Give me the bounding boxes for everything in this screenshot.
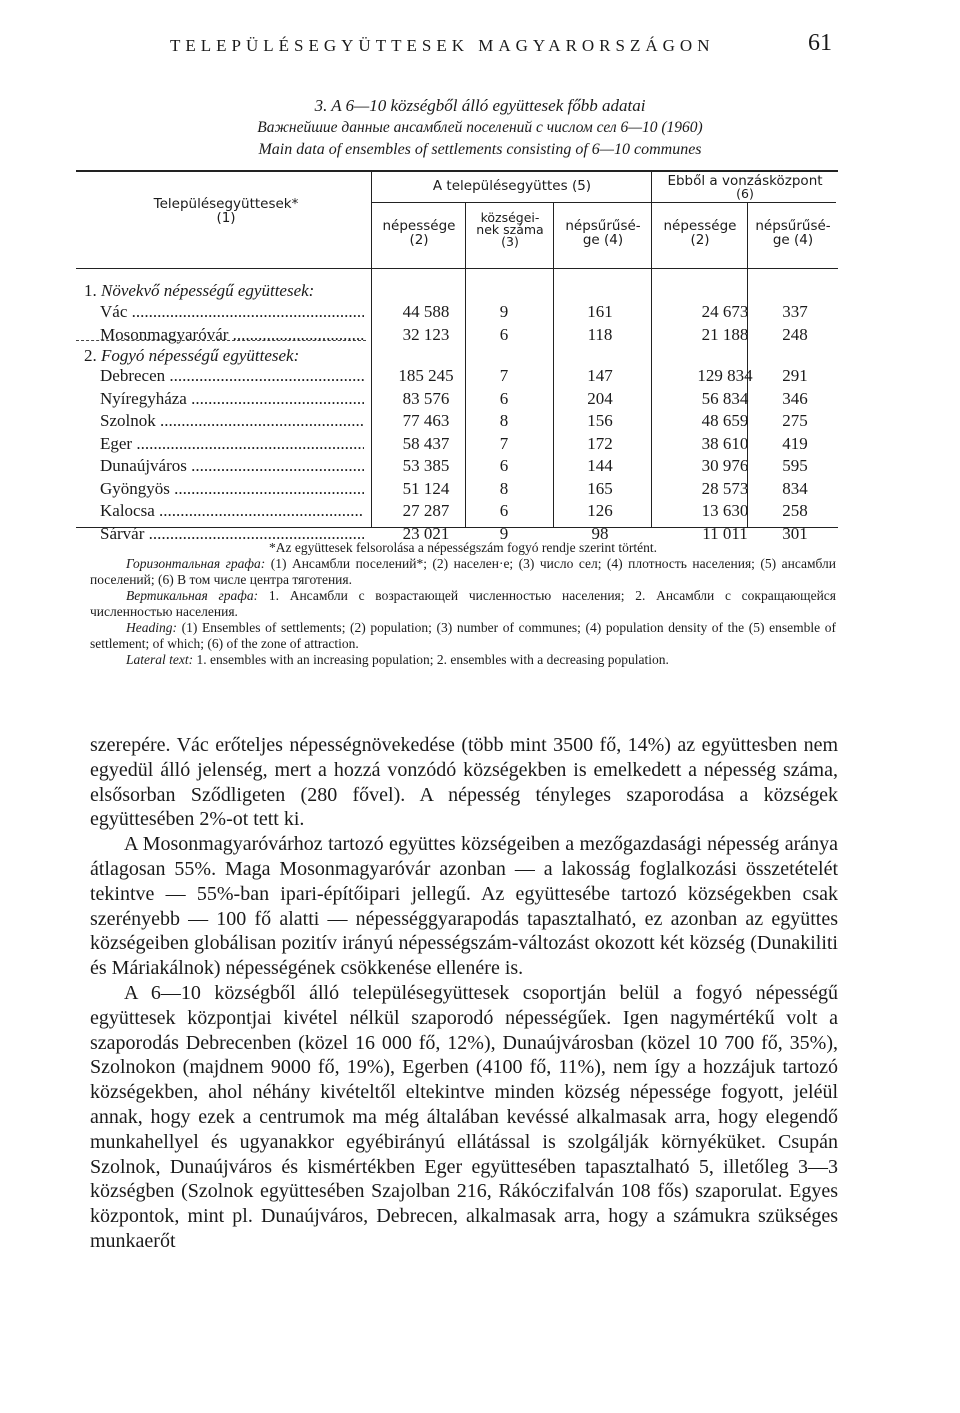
table-row bbox=[100, 302, 860, 324]
cell-pop: 185 245 bbox=[398, 366, 454, 385]
cell-communes: 6 bbox=[499, 456, 509, 475]
cell-pop: 23 021 bbox=[402, 523, 450, 543]
cell-density: 147 bbox=[587, 366, 613, 385]
cell-communes: 6 bbox=[499, 388, 509, 408]
cell-pop: 53 385 bbox=[402, 456, 450, 475]
table-row bbox=[100, 456, 860, 478]
cell-centre-density: 337 bbox=[782, 302, 808, 321]
cell-density: 118 bbox=[587, 324, 613, 344]
caption-english: Main data of ensembles of settlements consisting of 6—10 communes bbox=[258, 141, 702, 158]
table-row bbox=[100, 479, 860, 501]
header-bottom-rule bbox=[76, 268, 838, 269]
cell-centre-pop: 11 011 bbox=[702, 523, 748, 543]
header-centre-population: népessége (2) bbox=[663, 218, 737, 248]
header-ensemble-group: A településegyüttes (5) bbox=[432, 178, 592, 194]
cell-name: Debrecen ..... bbox=[100, 366, 364, 386]
paragraph-2: A Mosonmagyaróvárhoz tartozó együttes községeiben a mezőgazdasági népesség aránya átlagosan 55%. Maga Mosonmagyaróvár azonban — a lakosság foglalkozási összetételét tekintve — 55%-ban ipari-építőipari jellegű. Az együttesébe tartozó községekben csak szerényebb — 100 fő alatti — népességgyarapodás tapasztalható, ez azonban az együttes községeiben globálisan pozitív irányú népességszám-változást okozott két község (Dunakiliti és Máriakálnok) népességének csökkenése ellenére is. bbox=[90, 833, 838, 980]
body-text bbox=[90, 733, 838, 1254]
cell-name: Dunaújváros ..... bbox=[100, 456, 364, 476]
ru-lateral-note: Вертикальная графа: 1. Ансамбли с возрастающей численностью населения; 2. Ансамбли с сокращающейся численностью населения. bbox=[90, 588, 836, 619]
cell-density: 165 bbox=[587, 478, 613, 498]
cell-name: Vác ..... bbox=[100, 302, 364, 322]
cell-communes: 6 bbox=[499, 501, 509, 520]
cell-communes: 6 bbox=[499, 324, 509, 344]
cell-communes: 8 bbox=[499, 411, 509, 430]
table-row bbox=[100, 389, 860, 411]
cell-communes: 8 bbox=[499, 478, 509, 498]
header-centre-density: népsűrűsé- ge (4) bbox=[755, 218, 831, 248]
cell-centre-density: 419 bbox=[782, 433, 808, 453]
cell-centre-pop: 38 610 bbox=[701, 433, 749, 453]
section-growing: 1. Növekvő népességű együttesek: bbox=[84, 281, 315, 300]
caption-hungarian: 3. A 6—10 községből álló együttesek főbb adatai bbox=[314, 96, 646, 115]
cell-centre-density: 248 bbox=[782, 324, 808, 344]
cell-pop: 58 437 bbox=[402, 433, 450, 453]
ru-heading-note: Горизонтальная графа: (1) Ансамбли поселений*; (2) населен·е; (3) число сел; (4) плотность населения; (5) ансамбли поселений; (6) В том числе центра тяготения. bbox=[90, 556, 837, 587]
page-number: 61 bbox=[808, 30, 832, 56]
header-centre-group: Ebből a vonzásközpont (6) bbox=[667, 173, 823, 201]
cell-name: Nyíregyháza ..... bbox=[100, 389, 364, 409]
table-row bbox=[100, 434, 860, 456]
cell-density: 204 bbox=[587, 388, 613, 408]
cell-name: Mosonmagyaróvár ..... bbox=[100, 325, 364, 345]
cell-communes: 7 bbox=[499, 433, 509, 453]
cell-centre-density: 346 bbox=[782, 388, 808, 408]
cell-communes: 9 bbox=[499, 302, 509, 321]
header-density: népsűrűsé- ge (4) bbox=[565, 218, 641, 248]
cell-pop: 83 576 bbox=[402, 388, 450, 408]
cell-centre-pop: 21 188 bbox=[701, 324, 749, 344]
cell-name: Gyöngyös ..... bbox=[100, 479, 364, 499]
cell-name: Szolnok ..... bbox=[100, 411, 364, 431]
cell-centre-density: 595 bbox=[782, 456, 808, 475]
cell-density: 144 bbox=[587, 456, 613, 475]
paragraph-1: szerepére. Vác erőteljes népességnövekedése (több mint 3500 fő, 14%) az együttesben nem egyedül álló jelenség, mert a hozzá vonzódó községekben is emelkedett a népesség száma, elsősorban Sződligeten (280 fővel). A népesség tényleges szaporodása a községek együttesében 2%-ot tett ki. bbox=[90, 734, 838, 831]
cell-centre-pop: 24 673 bbox=[701, 302, 749, 321]
table-notes bbox=[90, 540, 836, 668]
cell-pop: 51 124 bbox=[402, 478, 450, 498]
en-heading-note: Heading: (1) Ensembles of settlements; (2) population; (3) number of communes; (4) population density of the (5) ensemble of settlement; of which; (6) of the zone of attraction. bbox=[90, 620, 836, 651]
cell-centre-pop: 129 834 bbox=[697, 366, 753, 385]
cell-centre-density: 258 bbox=[782, 501, 808, 520]
cell-density: 126 bbox=[587, 501, 613, 520]
caption-russian: Важнейшие данные ансамблей поселений с числом сел 6—10 (1960) bbox=[257, 119, 703, 136]
cell-density: 172 bbox=[587, 433, 613, 453]
running-title: TELEPÜLÉSEGYÜTTESEK MAGYARORSZÁGON bbox=[170, 36, 715, 55]
footnote: *Az együttesek felsorolása a népességszám fogyó rendje szerint történt. bbox=[269, 540, 657, 555]
header-settlement: Településegyüttesek* (1) bbox=[153, 196, 299, 226]
cell-name: Sárvár ..... bbox=[100, 524, 364, 544]
cell-density: 156 bbox=[587, 411, 613, 430]
cell-pop: 77 463 bbox=[402, 411, 450, 430]
cell-name: Kalocsa ..... bbox=[100, 501, 364, 521]
table-row bbox=[100, 501, 860, 523]
cell-pop: 32 123 bbox=[402, 324, 450, 344]
cell-centre-density: 291 bbox=[782, 366, 808, 385]
header-communes: községei- nek száma (3) bbox=[476, 210, 544, 249]
header-population: népessége (2) bbox=[382, 218, 456, 248]
cell-centre-density: 275 bbox=[782, 411, 808, 430]
cell-name: Eger ..... bbox=[100, 434, 364, 454]
cell-communes: 7 bbox=[499, 366, 509, 385]
table-top-rule bbox=[76, 170, 838, 172]
cell-centre-pop: 56 834 bbox=[701, 388, 749, 408]
cell-pop: 44 588 bbox=[402, 302, 450, 321]
cell-centre-density: 301 bbox=[782, 523, 808, 543]
table-row bbox=[100, 366, 860, 388]
cell-centre-pop: 30 976 bbox=[701, 456, 749, 475]
cell-centre-density: 834 bbox=[782, 478, 808, 498]
en-lateral-note: Lateral text: 1. ensembles with an increasing population; 2. ensembles with a decreasing population. bbox=[126, 652, 669, 667]
cell-centre-pop: 48 659 bbox=[701, 411, 749, 430]
cell-centre-pop: 13 630 bbox=[701, 501, 749, 520]
section-declining: 2. Fogyó népességű együttesek: bbox=[84, 346, 300, 365]
cell-centre-pop: 28 573 bbox=[701, 478, 749, 498]
header-group-rule bbox=[372, 202, 836, 203]
paragraph-3: A 6—10 községből álló településegyüttesek csoportján belül a fogyó népességű együttesek központjai kivétel nélkül szaporodó népességűek. Igen nagymértékű volt a szaporodás Debrecenben (közel 16 000 fő, 12%), Dunaújvárosban (közel 10 700 fő, 35%), Szolnokon (majdnem 9000 fő, 19%), Egerben (4100 fő, 11%), nem így a hozzájuk tartozó községekben, ahol néhány kivételtől eltekintve minden község népessége fogyott, jeléül annak, hogy ezek a centrumok ma még általában kevéssé alkalmasak arra, hogy elegendő munkahellyel és ugyanakkor egyébirányú ellátással is szolgálják környéküket. Csupán Szolnok, Dunaújváros és kismértékben Eger együttesében tapasztalható 5, illetőleg 3—3 községben (Szolnok együttesében Szajolban 216, Rákóczifalván 108 fős) szaporulat. Egyes központok, mint pl. Dunaújváros, Debrecen, alkalmasak arra, hogy a számukra szükséges munkaerőt bbox=[90, 981, 838, 1252]
table-row bbox=[100, 411, 860, 433]
table-row bbox=[100, 325, 860, 347]
cell-density: 161 bbox=[587, 302, 613, 321]
cell-pop: 27 287 bbox=[402, 501, 450, 520]
cell-communes: 9 bbox=[499, 523, 509, 543]
cell-density: 98 bbox=[591, 523, 609, 543]
